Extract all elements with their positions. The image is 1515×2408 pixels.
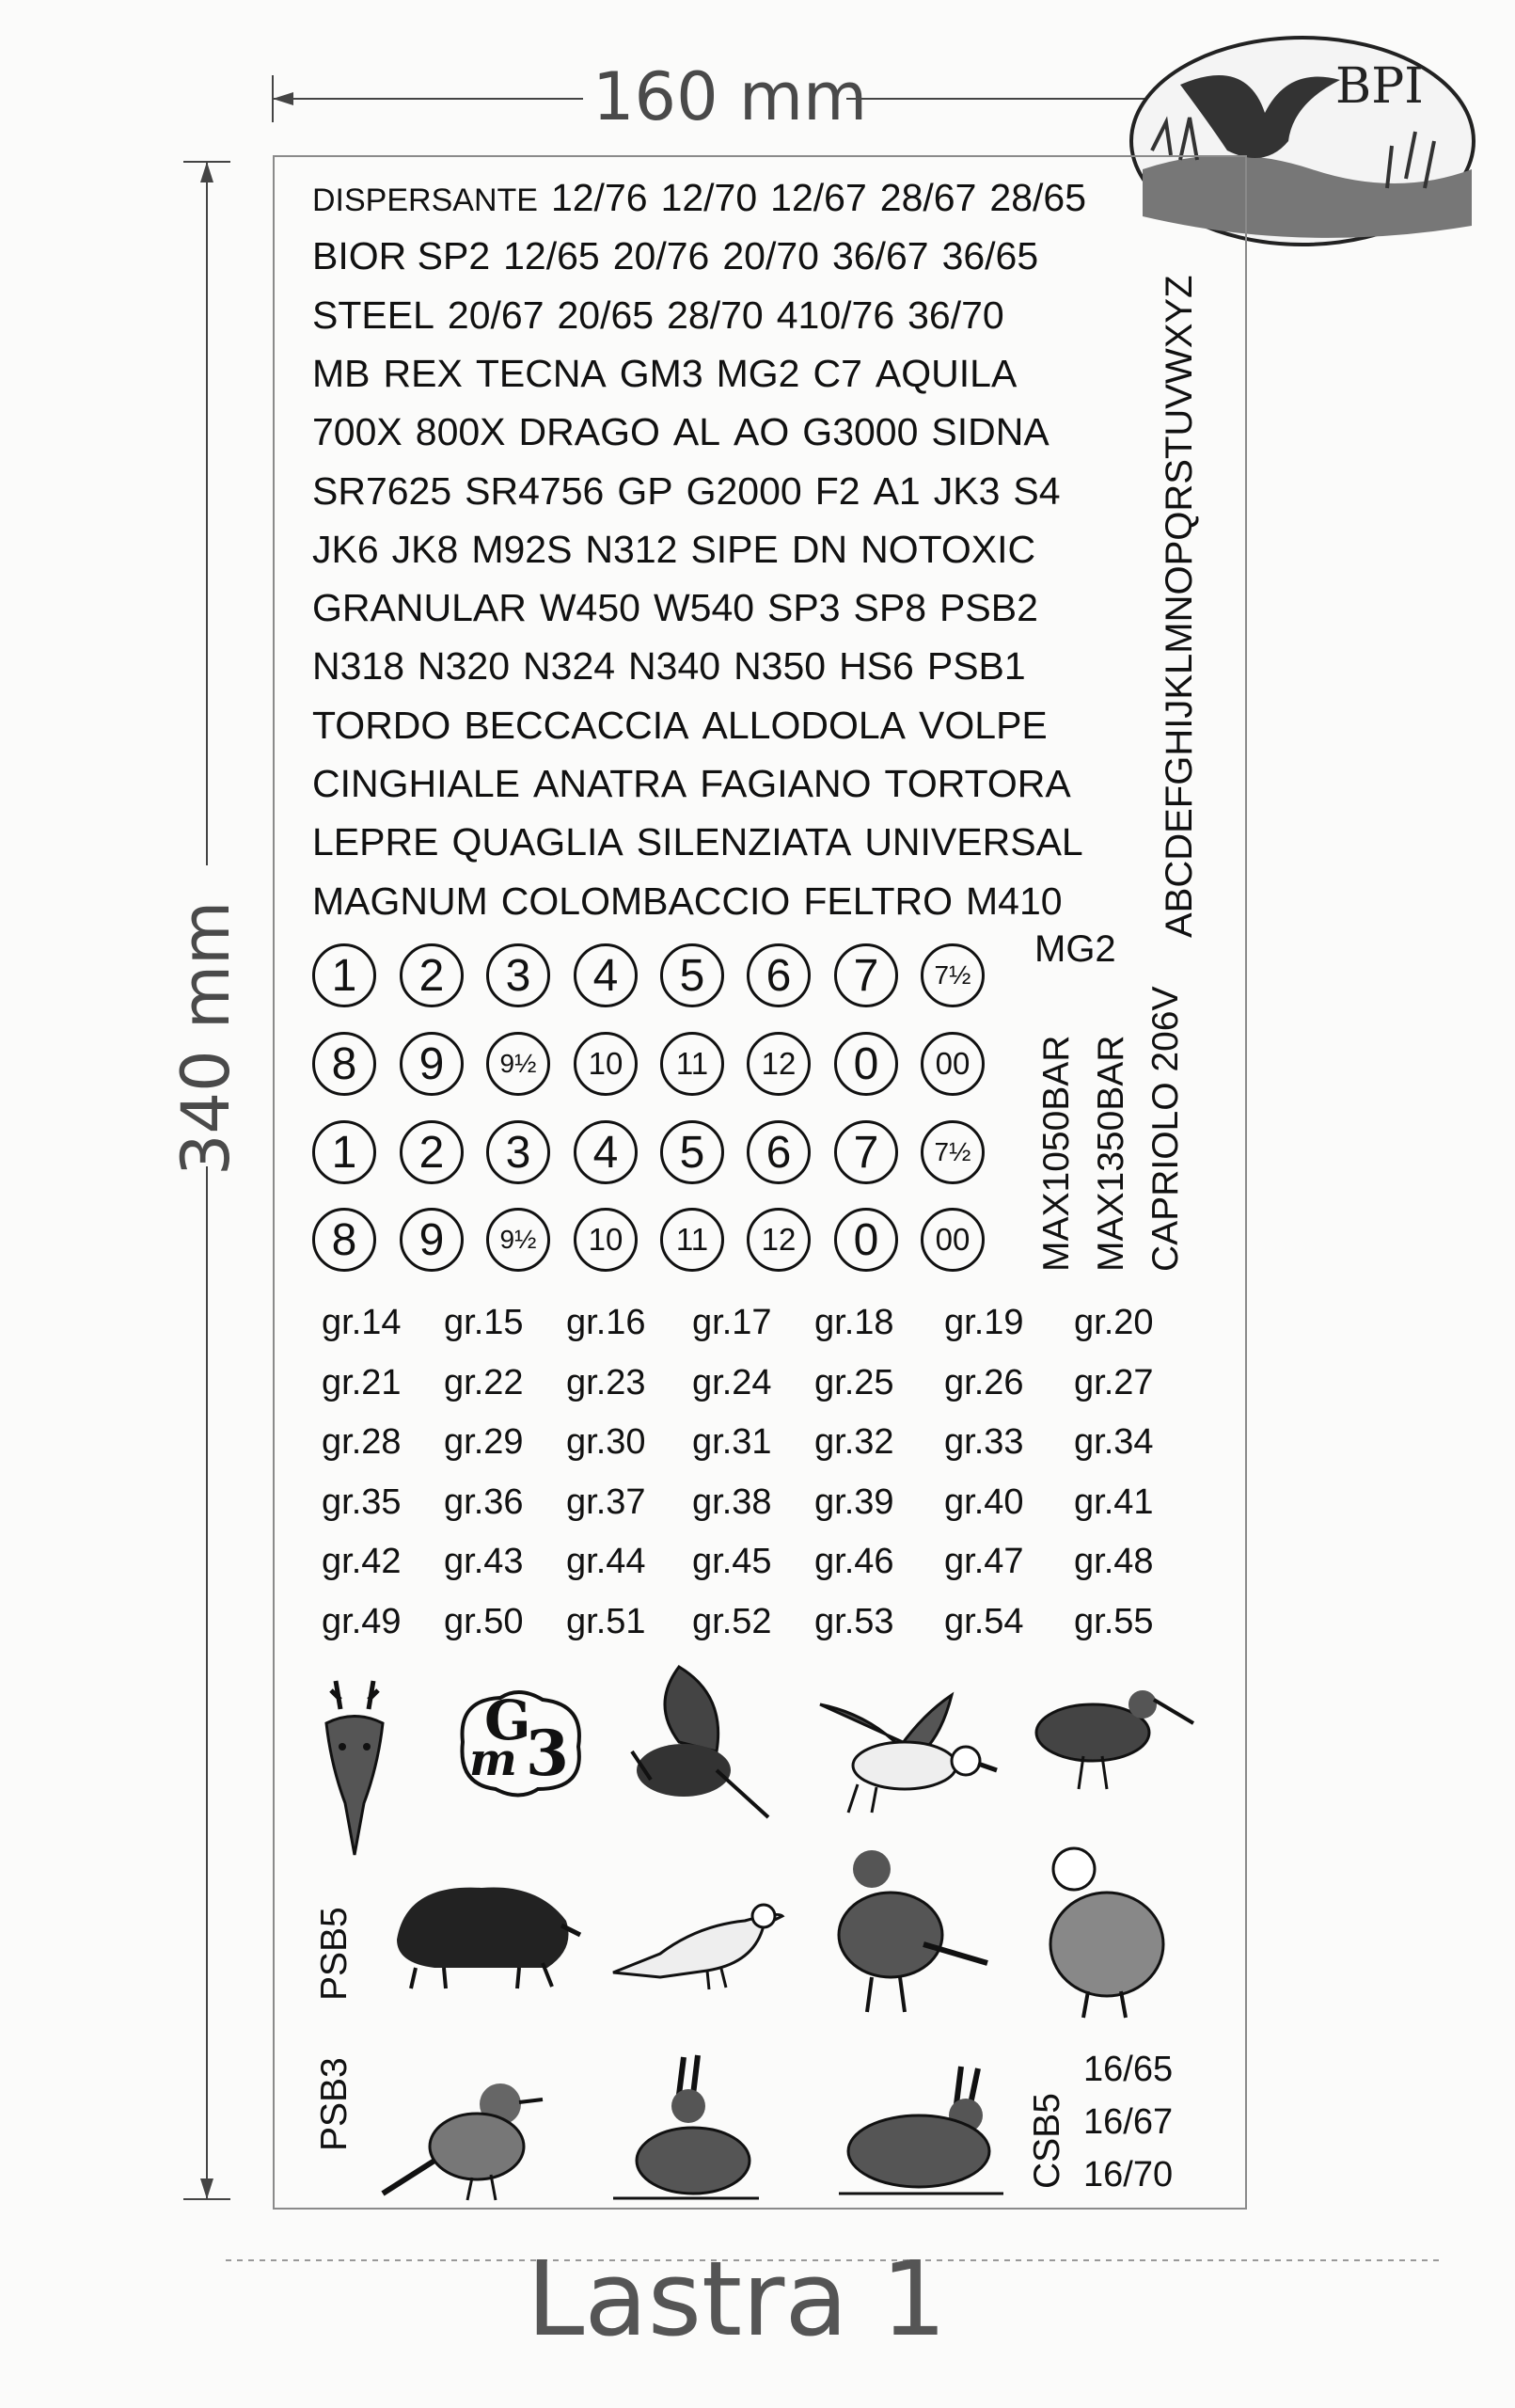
gm3-m: m <box>469 1734 517 1786</box>
stamp-word: REX <box>383 351 463 395</box>
shot-size-circle: 9½ <box>486 1032 550 1096</box>
partridge-icon <box>1032 1841 1191 2020</box>
stamp-word: 28/67 <box>879 176 977 219</box>
gram-label: gr.17 <box>692 1303 772 1342</box>
gram-label: gr.26 <box>944 1362 1024 1402</box>
stamp-word: PSB2 <box>939 586 1038 630</box>
gm3-logo <box>449 1681 590 1803</box>
shot-size-circle: 6 <box>747 1120 811 1184</box>
psb5-label: PSB5 <box>314 1907 355 2001</box>
stamp-word: DRAGO <box>518 410 660 454</box>
text-row <box>312 176 1099 220</box>
gram-label: gr.19 <box>944 1303 1024 1342</box>
text-row <box>312 644 1039 689</box>
gram-label: gr.28 <box>322 1422 402 1462</box>
stamp-word: QUAGLIA <box>451 820 623 864</box>
stamp-word: MB <box>312 351 371 395</box>
psb3-label: PSB3 <box>314 2057 355 2151</box>
gram-label: gr.32 <box>814 1422 894 1462</box>
stamp-word: M92S <box>471 527 573 571</box>
shot-size-circle: 8 <box>312 1032 376 1096</box>
stamp-word: FELTRO <box>803 879 954 923</box>
stamp-word: SR4756 <box>465 468 605 513</box>
stamp-word: 12/70 <box>660 176 758 219</box>
gram-label: gr.35 <box>322 1481 402 1522</box>
stamp-word: 20/67 <box>447 293 544 337</box>
stamp-word: 20/65 <box>557 293 655 337</box>
csb5-label: CSB5 <box>1027 2093 1067 2189</box>
gram-label: gr.39 <box>814 1481 894 1522</box>
stamp-word: M410 <box>966 879 1063 923</box>
stamp-word: N324 <box>523 644 616 689</box>
stamp-word: TORDO <box>312 703 451 747</box>
shot-size-circle: 00 <box>921 1208 985 1272</box>
stamp-word: 36/70 <box>907 293 1004 337</box>
gram-label: gr.29 <box>444 1422 524 1462</box>
gram-label: gr.46 <box>814 1542 894 1581</box>
shot-size-circle: 10 <box>574 1208 638 1272</box>
shot-size-circle: 5 <box>660 1120 724 1184</box>
height-dimension-line <box>179 150 235 2210</box>
snipe-icon <box>1022 1671 1196 1794</box>
stamp-word: 28/70 <box>667 293 764 337</box>
shot-size-circle: 3 <box>486 943 550 1007</box>
stamp-word: A1 <box>873 468 921 513</box>
gram-label: gr.16 <box>566 1303 646 1342</box>
gram-label: gr.21 <box>322 1362 402 1402</box>
text-row <box>312 293 1018 338</box>
text-row <box>312 586 1051 630</box>
shot-size-circle: 2 <box>400 943 464 1007</box>
capriolo-label: CAPRIOLO 206V <box>1145 986 1186 1272</box>
shot-size-circle: 11 <box>660 1032 724 1096</box>
stamp-word: 700X <box>312 410 402 454</box>
height-label: 340 mm <box>167 900 245 1176</box>
gram-label: gr.40 <box>944 1481 1024 1522</box>
gram-label: gr.47 <box>944 1542 1024 1581</box>
gram-label: gr.30 <box>566 1422 646 1462</box>
stamp-word: AO <box>734 410 790 454</box>
stamp-word: JK6 <box>312 527 379 571</box>
gram-label: gr.20 <box>1074 1303 1154 1342</box>
shot-size-circle: 2 <box>400 1120 464 1184</box>
gram-label: gr.34 <box>1074 1422 1154 1462</box>
stamp-word: GRANULAR <box>312 586 527 630</box>
gram-label: gr.25 <box>814 1362 894 1402</box>
text-row <box>312 879 1076 924</box>
stamp-word: G3000 <box>802 410 919 454</box>
cal-16-70: 16/70 <box>1083 2155 1174 2194</box>
text-row <box>312 704 1061 748</box>
gm3-g: G <box>484 1688 531 1752</box>
duck-flying-icon <box>811 1686 999 1817</box>
gram-label: gr.15 <box>444 1303 524 1342</box>
stamp-word: F2 <box>814 468 860 513</box>
shot-size-circle: 00 <box>921 1032 985 1096</box>
stamp-word: 20/70 <box>722 234 819 278</box>
stamp-word: JK3 <box>933 468 1001 513</box>
stamp-word: 12/76 <box>550 176 648 219</box>
text-row <box>312 352 1030 396</box>
max1350-label: MAX1350BAR <box>1091 1035 1131 1272</box>
stamp-word: STEEL <box>312 293 434 337</box>
stamp-word: GM3 <box>619 351 703 395</box>
thrush-icon <box>378 2076 547 2203</box>
stamp-word: DISPERSANTE <box>312 182 538 218</box>
stamp-word: NOTOXIC <box>860 527 1036 571</box>
text-row <box>312 469 1074 514</box>
stamp-word: TORTORA <box>884 762 1071 805</box>
turtle-dove-icon <box>604 1888 792 1991</box>
stamp-word: ALLODOLA <box>702 703 907 747</box>
text-row <box>312 410 1063 454</box>
stamp-word: C7 <box>813 351 862 395</box>
gram-label: gr.22 <box>444 1362 524 1402</box>
gram-label: gr.49 <box>322 1601 402 1641</box>
stamp-word: 410/76 <box>776 293 895 337</box>
stamp-word: W540 <box>653 586 755 630</box>
gram-label: gr.50 <box>444 1601 524 1641</box>
stamp-plate <box>273 155 1247 2210</box>
stamp-word: SP3 <box>767 586 841 630</box>
stamp-word: 800X <box>415 410 506 454</box>
cal-16-67: 16/67 <box>1083 2102 1174 2142</box>
gram-label: gr.27 <box>1074 1362 1154 1402</box>
shot-size-circle: 1 <box>312 943 376 1007</box>
bpi-logo-text: BPI <box>1335 58 1424 115</box>
stamp-word: AL <box>672 410 721 454</box>
gram-label: gr.45 <box>692 1542 772 1581</box>
gram-label: gr.36 <box>444 1481 524 1522</box>
text-row <box>312 762 1084 806</box>
stamp-word: N340 <box>628 644 721 689</box>
stamp-word: 12/67 <box>770 176 867 219</box>
wild-boar-icon <box>378 1864 585 1991</box>
text-row <box>312 820 1097 864</box>
stamp-word: G2000 <box>686 468 802 513</box>
shot-size-circle: 12 <box>747 1032 811 1096</box>
mg2-label: MG2 <box>1034 928 1116 970</box>
stamp-word: SP8 <box>853 586 927 630</box>
roe-deer-icon <box>312 1671 397 1860</box>
stamp-word: PSB1 <box>926 644 1026 689</box>
shot-size-circle: 12 <box>747 1208 811 1272</box>
shot-size-circle: 7 <box>834 943 898 1007</box>
stamp-word: FAGIANO <box>700 762 872 805</box>
woodcock-flying-icon <box>613 1657 773 1822</box>
gram-label: gr.54 <box>944 1601 1024 1641</box>
gram-label: gr.18 <box>814 1303 894 1342</box>
stamp-word: COLOMBACCIO <box>500 879 791 923</box>
shot-size-circle: 5 <box>660 943 724 1007</box>
stamp-word: 12/65 <box>503 234 600 278</box>
stamp-word: SIDNA <box>931 410 1049 454</box>
stamp-word: TECNA <box>475 351 607 395</box>
shot-size-circle: 7½ <box>921 943 985 1007</box>
stamp-word: ANATRA <box>533 762 687 805</box>
shot-size-circle: 8 <box>312 1208 376 1272</box>
gram-label: gr.52 <box>692 1601 772 1641</box>
stamp-word: BIOR SP2 <box>312 234 491 278</box>
shot-size-circle: 9 <box>400 1032 464 1096</box>
stamp-word: JK8 <box>391 527 459 571</box>
stamp-word: N312 <box>585 527 678 571</box>
width-label: 160 mm <box>592 58 868 135</box>
stamp-word: S4 <box>1013 468 1061 513</box>
stamp-word: N350 <box>734 644 827 689</box>
stamp-word: DN <box>791 527 848 571</box>
gram-label: gr.42 <box>322 1542 402 1581</box>
pigeon-icon <box>820 1841 989 2015</box>
shot-size-circle: 9½ <box>486 1208 550 1272</box>
hare-icon <box>604 2048 764 2203</box>
shot-size-circle: 4 <box>574 943 638 1007</box>
alphabet-vertical: ABCDEFGHIJKLMNOPQRSTUVWXYZ <box>1159 275 1200 938</box>
stamp-word: 36/67 <box>831 234 929 278</box>
gram-label: gr.44 <box>566 1542 646 1581</box>
stamp-word: MG2 <box>716 351 800 395</box>
shot-size-circle: 11 <box>660 1208 724 1272</box>
text-row <box>312 528 1049 572</box>
gram-label: gr.31 <box>692 1422 772 1462</box>
stamp-word: SILENZIATA <box>636 820 852 864</box>
gram-label: gr.53 <box>814 1601 894 1641</box>
gm3-3: 3 <box>526 1717 569 1790</box>
shot-size-circle: 10 <box>574 1032 638 1096</box>
stamp-word: SR7625 <box>312 468 452 513</box>
stamp-word: 36/65 <box>941 234 1039 278</box>
shot-size-circle: 0 <box>834 1208 898 1272</box>
shot-size-circle: 7 <box>834 1120 898 1184</box>
gram-label: gr.38 <box>692 1481 772 1522</box>
shot-size-circle: 3 <box>486 1120 550 1184</box>
shot-size-circle: 4 <box>574 1120 638 1184</box>
stamp-word: HS6 <box>839 644 914 689</box>
stamp-word: SIPE <box>690 527 779 571</box>
stamp-word: BECCACCIA <box>464 703 689 747</box>
gram-label: gr.51 <box>566 1601 646 1641</box>
stamp-word: MAGNUM <box>312 879 488 923</box>
gram-label: gr.23 <box>566 1362 646 1402</box>
stamp-word: UNIVERSAL <box>864 820 1083 864</box>
gram-label: gr.14 <box>322 1303 402 1342</box>
gram-label: gr.55 <box>1074 1601 1154 1641</box>
stamp-word: CINGHIALE <box>312 762 520 805</box>
stamp-word: VOLPE <box>919 703 1048 747</box>
gram-label: gr.41 <box>1074 1481 1154 1522</box>
text-row <box>312 234 1051 278</box>
shot-size-circle: 0 <box>834 1032 898 1096</box>
gram-label: gr.43 <box>444 1542 524 1581</box>
shot-size-circle: 6 <box>747 943 811 1007</box>
shot-size-circle: 7½ <box>921 1120 985 1184</box>
gram-label: gr.24 <box>692 1362 772 1402</box>
stamp-word: N318 <box>312 644 405 689</box>
stamp-word: 28/65 <box>989 176 1086 219</box>
gram-label: gr.48 <box>1074 1542 1154 1581</box>
gram-label: gr.33 <box>944 1422 1024 1462</box>
gram-label: gr.37 <box>566 1481 646 1522</box>
caption: Lastra 1 <box>527 2239 947 2359</box>
stamp-word: N320 <box>418 644 511 689</box>
stamp-word: GP <box>617 468 673 513</box>
stamp-word: LEPRE <box>312 820 439 864</box>
rabbit-icon <box>829 2057 1008 2198</box>
max1050-label: MAX1050BAR <box>1036 1035 1077 1272</box>
shot-size-circle: 1 <box>312 1120 376 1184</box>
stamp-word: AQUILA <box>875 351 1018 395</box>
cal-16-65: 16/65 <box>1083 2050 1174 2089</box>
stamp-word: 20/76 <box>612 234 710 278</box>
stamp-word: W450 <box>539 586 640 630</box>
shot-size-circle: 9 <box>400 1208 464 1272</box>
